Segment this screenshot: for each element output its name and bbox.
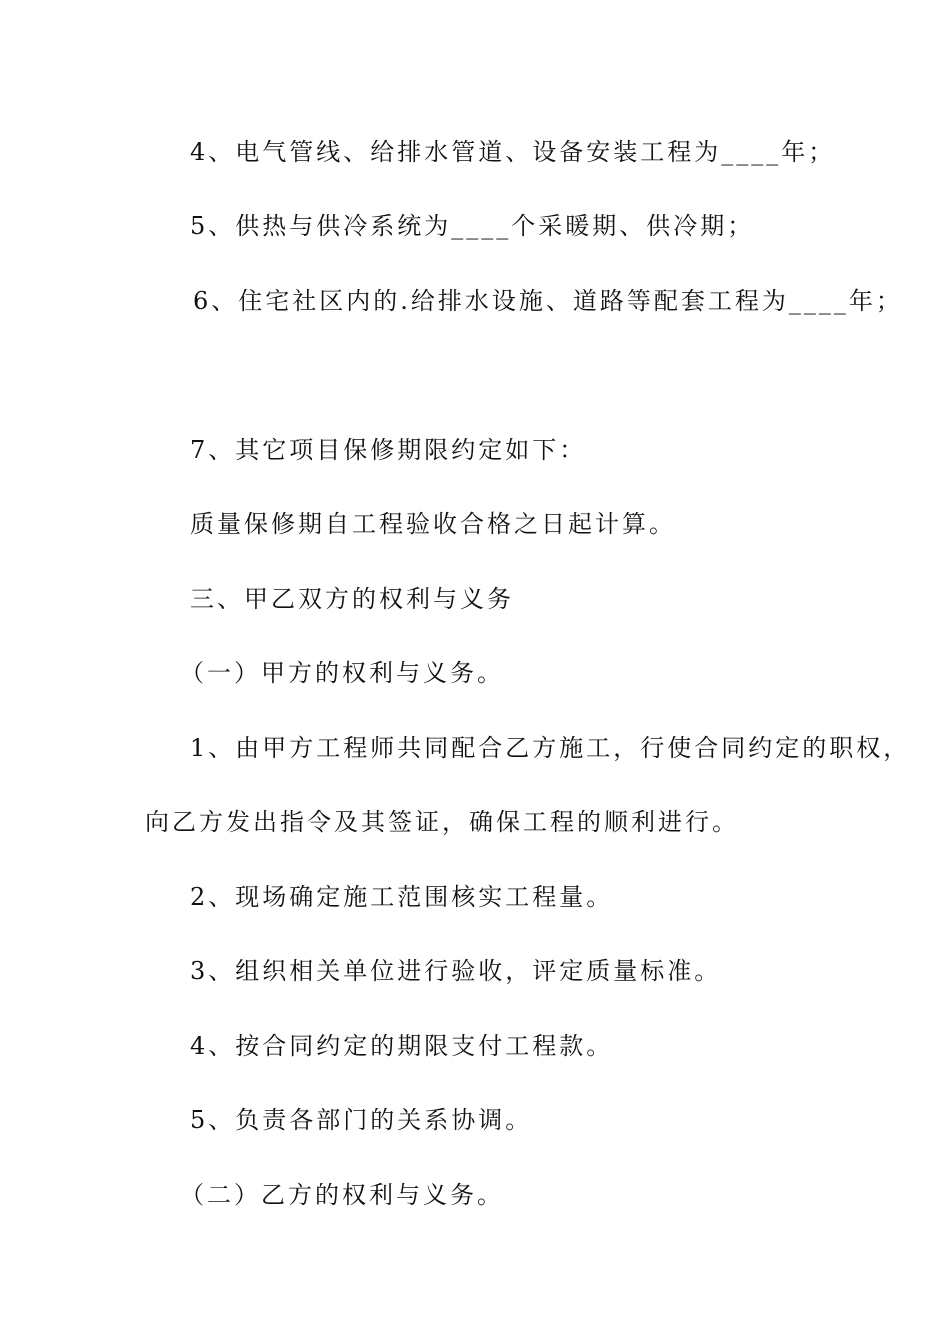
warranty-item-7: 7、其它项目保修期限约定如下： (190, 436, 587, 464)
party-a-item-2: 2、现场确定施工范围核实工程量。 (190, 883, 614, 911)
section-heading-rights-obligations: 三、甲乙双方的权利与义务 (190, 585, 514, 613)
party-a-item-1-continued: 向乙方发出指令及其签证，确保工程的顺利进行。 (145, 808, 739, 836)
party-a-item-3: 3、组织相关单位进行验收，评定质量标准。 (190, 957, 722, 985)
party-a-item-1: 1、由甲方工程师共同配合乙方施工，行使合同约定的职权， (190, 734, 911, 762)
party-a-item-5: 5、负责各部门的关系协调。 (190, 1106, 533, 1134)
party-a-item-4: 4、按合同约定的期限支付工程款。 (190, 1032, 614, 1060)
subsection-heading-party-b: （二）乙方的权利与义务。 (180, 1181, 504, 1209)
warranty-item-4: 4、电气管线、给排水管道、设备安装工程为____年； (190, 138, 836, 166)
warranty-item-5: 5、供热与供冷系统为____个采暖期、供冷期； (190, 212, 755, 240)
subsection-heading-party-a: （一）甲方的权利与义务。 (180, 659, 504, 687)
warranty-item-6: 6、住宅社区内的.给排水设施、道路等配套工程为____年； (193, 287, 903, 315)
warranty-start-note: 质量保修期自工程验收合格之日起计算。 (190, 510, 676, 538)
